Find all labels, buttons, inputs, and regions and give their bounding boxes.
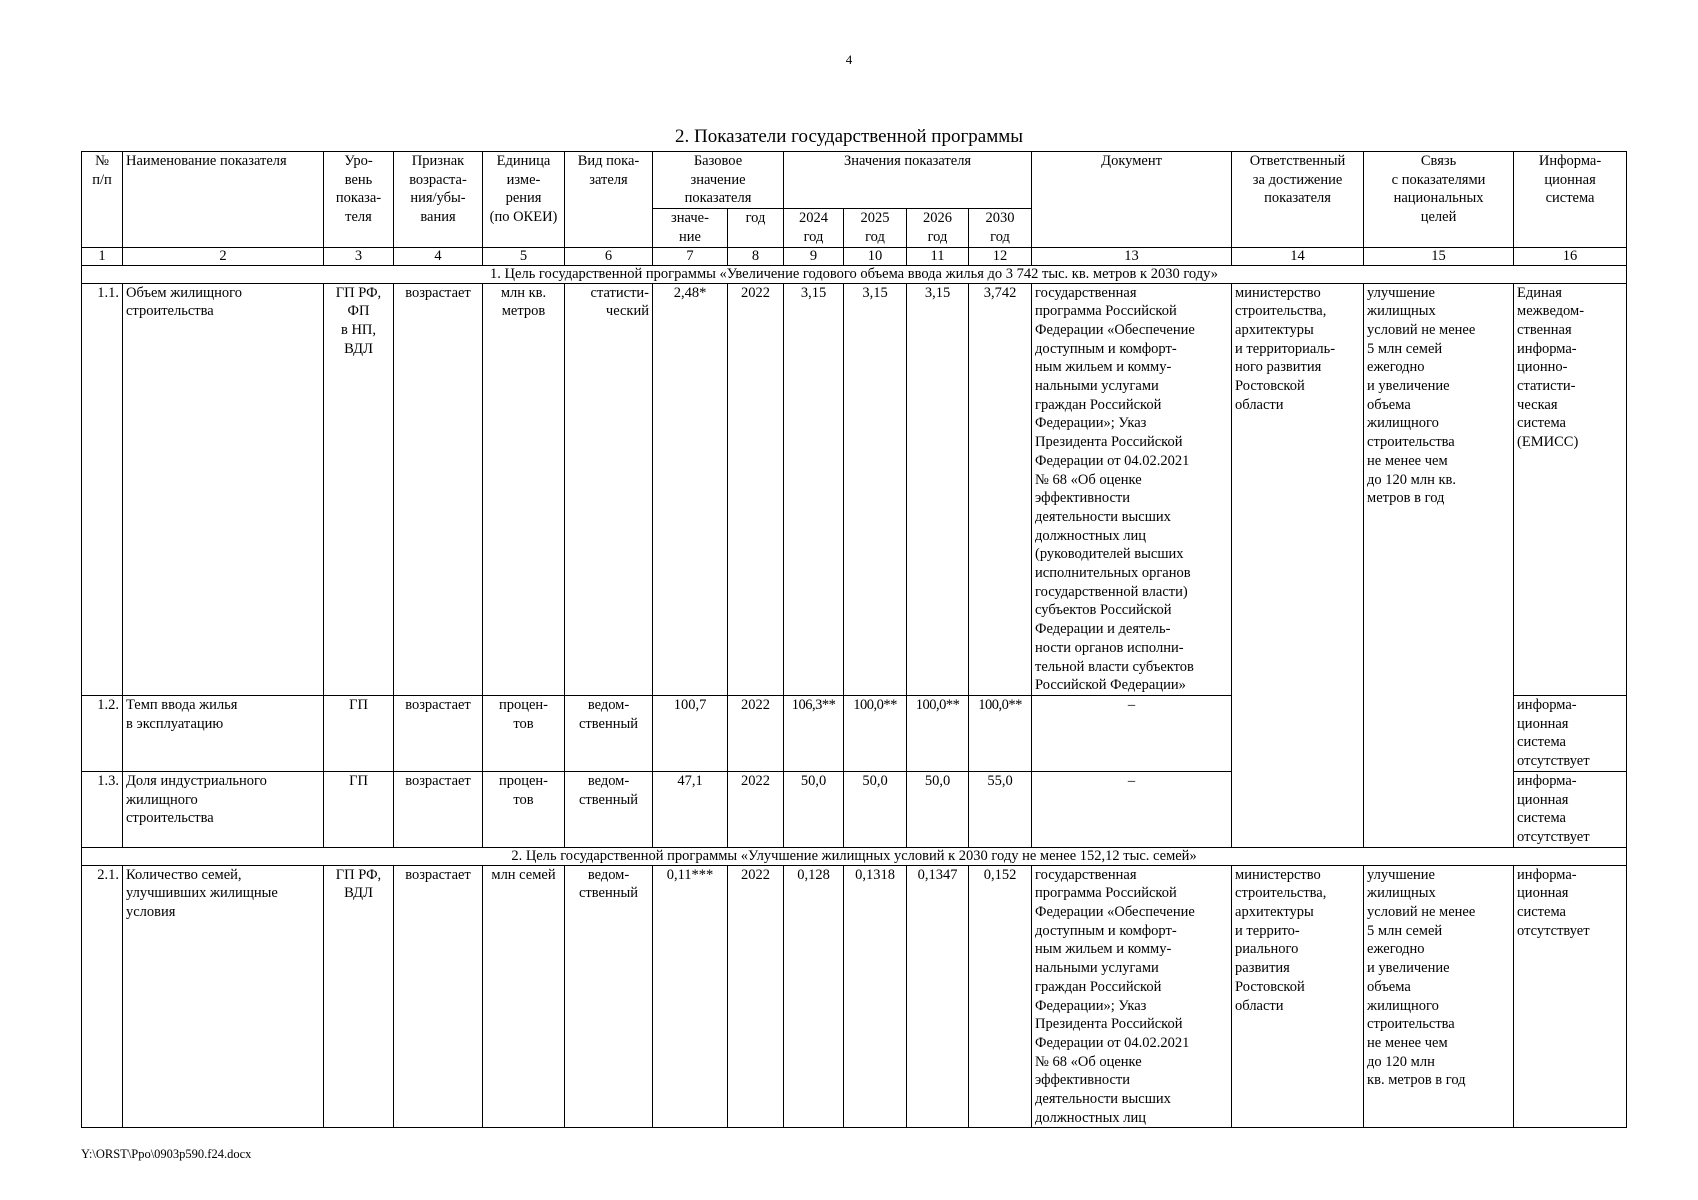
col-num: 16 [1514, 247, 1627, 265]
row-base-year: 2022 [728, 865, 784, 1128]
row-info-system: информа- ционная система отсутствует [1514, 865, 1627, 1128]
col-num: 15 [1364, 247, 1514, 265]
row-level: ГП [324, 695, 394, 771]
col-num: 8 [728, 247, 784, 265]
row-document: государственная программа Российской Федерации «Обеспечение доступным и комфорт- ным жильем и комму- нальными услугами граждан Российской Федерации»; Указ Президента Российской Федерации от 04.02.2021 № 68 «Об оценке эффективности деятельности высших должностных лиц (руководителей высших исполнительных органов государственной власти) субъектов Российской Федерации и деятель- ности органов исполни- тельной власти субъектов Российской Федерации» [1032, 283, 1232, 695]
row-name: Темп ввода жилья в эксплуатацию [123, 695, 324, 771]
row-name: Объем жилищного строительства [123, 283, 324, 695]
row-type: ведом- ственный [565, 695, 653, 771]
row-2025: 50,0 [844, 771, 907, 847]
row-document: – [1032, 771, 1232, 847]
header-doc: Документ [1032, 152, 1232, 248]
col-num: 1 [82, 247, 123, 265]
col-num: 4 [394, 247, 483, 265]
row-document: – [1032, 695, 1232, 771]
row-base-year: 2022 [728, 771, 784, 847]
row-national-link: улучшение жилищных условий не менее 5 млн семей ежегодно и увеличение объема жилищного строительства не менее чем до 120 млн кв. метров в год [1364, 865, 1514, 1128]
row-no: 1.1. [82, 283, 123, 695]
header-trend: Признак возраста- ния/убы- вания [394, 152, 483, 248]
table-row [82, 283, 1627, 695]
row-trend: возрастает [394, 771, 483, 847]
row-2026: 3,15 [907, 283, 969, 695]
row-type: ведом- ственный [565, 865, 653, 1128]
row-info-system: Единая межведом- ственная информа- ционно- статисти- ческая система (ЕМИСС) [1514, 283, 1627, 695]
header-base: Базовое значение показателя [653, 152, 784, 209]
row-2030: 3,742 [969, 283, 1032, 695]
row-no: 2.1. [82, 865, 123, 1128]
row-level: ГП РФ, ФП в НП, ВДЛ [324, 283, 394, 695]
table-title: 2. Показатели государственной программы [674, 126, 1024, 147]
row-trend: возрастает [394, 865, 483, 1128]
row-level: ГП [324, 771, 394, 847]
page-number: 4 [845, 52, 853, 67]
row-trend: возрастает [394, 283, 483, 695]
row-info-system: информа- ционная система отсутствует [1514, 771, 1627, 847]
header-base-year: год [728, 209, 784, 247]
row-2024: 0,128 [784, 865, 844, 1128]
row-base-value: 100,7 [653, 695, 728, 771]
row-document: государственная программа Российской Федерации «Обеспечение доступным и комфорт- ным жильем и комму- нальными услугами граждан Российской Федерации»; Указ Президента Российской Федерации от 04.02.2021 № 68 «Об оценке эффективности деятельности высших должностных лиц [1032, 865, 1232, 1128]
header-2026: 2026 год [907, 209, 969, 247]
goal-row [82, 265, 1627, 283]
row-base-value: 0,11*** [653, 865, 728, 1128]
row-2024: 106,3** [784, 695, 844, 771]
row-level: ГП РФ, ВДЛ [324, 865, 394, 1128]
col-num: 12 [969, 247, 1032, 265]
row-2024: 3,15 [784, 283, 844, 695]
header-row [82, 152, 1627, 209]
row-2025: 100,0** [844, 695, 907, 771]
row-2030: 100,0** [969, 695, 1032, 771]
row-responsible: министерство строительства, архитектуры и террито- риального развития Ростовской области [1232, 865, 1364, 1128]
header-2025: 2025 год [844, 209, 907, 247]
row-responsible: министерство строительства, архитектуры и территориаль- ного развития Ростовской области [1232, 283, 1364, 847]
header-values: Значения показателя [784, 152, 1032, 209]
col-num: 13 [1032, 247, 1232, 265]
row-base-year: 2022 [728, 283, 784, 695]
header-link: Связь с показателями национальных целей [1364, 152, 1514, 248]
header-base-value: значе- ние [653, 209, 728, 247]
row-type: ведом- ственный [565, 771, 653, 847]
row-2026: 0,1347 [907, 865, 969, 1128]
row-unit: млн семей [483, 865, 565, 1128]
goal-row [82, 847, 1627, 865]
column-numbers-row [82, 247, 1627, 265]
header-2024: 2024 год [784, 209, 844, 247]
row-2025: 0,1318 [844, 865, 907, 1128]
goal-2: 2. Цель государственной программы «Улучшение жилищных условий к 2030 году не менее 152,12 тыс. семей» [82, 847, 1627, 865]
col-num: 7 [653, 247, 728, 265]
row-national-link: улучшение жилищных условий не менее 5 млн семей ежегодно и увеличение объема жилищного строительства не менее чем до 120 млн кв. метров в год [1364, 283, 1514, 847]
col-num: 3 [324, 247, 394, 265]
row-2026: 50,0 [907, 771, 969, 847]
row-info-system: информа- ционная система отсутствует [1514, 695, 1627, 771]
row-base-year: 2022 [728, 695, 784, 771]
row-name: Количество семей, улучшивших жилищные условия [123, 865, 324, 1128]
row-no: 1.3. [82, 771, 123, 847]
col-num: 10 [844, 247, 907, 265]
row-name: Доля индустриального жилищного строительства [123, 771, 324, 847]
header-name: Наименование показателя [123, 152, 324, 248]
col-num: 11 [907, 247, 969, 265]
row-2026: 100,0** [907, 695, 969, 771]
row-no: 1.2. [82, 695, 123, 771]
row-base-value: 2,48* [653, 283, 728, 695]
row-2030: 55,0 [969, 771, 1032, 847]
header-type: Вид пока- зателя [565, 152, 653, 248]
row-unit: млн кв. метров [483, 283, 565, 695]
header-resp: Ответственный за достижение показателя [1232, 152, 1364, 248]
row-2025: 3,15 [844, 283, 907, 695]
header-2030: 2030 год [969, 209, 1032, 247]
row-unit: процен- тов [483, 771, 565, 847]
col-num: 5 [483, 247, 565, 265]
header-no: № п/п [82, 152, 123, 248]
row-base-value: 47,1 [653, 771, 728, 847]
header-unit: Единица изме- рения (по ОКЕИ) [483, 152, 565, 248]
row-2024: 50,0 [784, 771, 844, 847]
header-info: Информа- ционная система [1514, 152, 1627, 248]
table-row [82, 865, 1627, 1128]
col-num: 2 [123, 247, 324, 265]
row-trend: возрастает [394, 695, 483, 771]
row-2030: 0,152 [969, 865, 1032, 1128]
col-num: 6 [565, 247, 653, 265]
header-level: Уро- вень показа- теля [324, 152, 394, 248]
goal-1: 1. Цель государственной программы «Увеличение годового объема ввода жилья до 3 742 тыс. кв. метров к 2030 году» [82, 265, 1627, 283]
row-type: статисти- ческий [565, 283, 653, 695]
col-num: 14 [1232, 247, 1364, 265]
footer-file-path: Y:\ORST\Ppo\0903p590.f24.docx [81, 1147, 252, 1161]
row-unit: процен- тов [483, 695, 565, 771]
indicators-table [81, 151, 1627, 1128]
col-num: 9 [784, 247, 844, 265]
